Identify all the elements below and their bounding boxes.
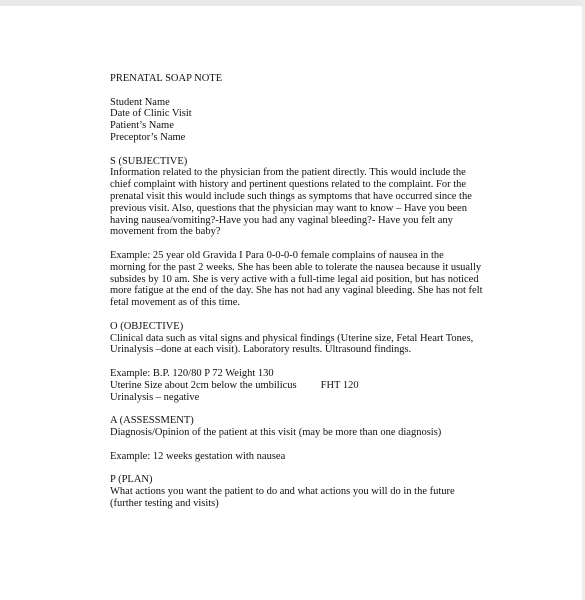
assessment-example: Example: 12 weeks gestation with nausea bbox=[110, 450, 286, 462]
section-heading-subjective: S (SUBJECTIVE) bbox=[110, 155, 188, 167]
document-title: PRENATAL SOAP NOTE bbox=[110, 73, 223, 84]
assessment-text: Diagnosis/Opinion of the patient at this visit (may be more than one diagnosis) bbox=[110, 426, 442, 438]
subjective-example: more fatigue at the end of the day. She has not had any vaginal bleeding. She has not felt bbox=[110, 285, 483, 297]
viewer-top-edge bbox=[0, 0, 585, 6]
document-page bbox=[110, 73, 550, 509]
plan-text: What actions you want the patient to do and what actions you will do in the future bbox=[110, 485, 455, 497]
subjective-text: chief complaint with history and pertinent questions related to the complaint. For the bbox=[110, 179, 467, 191]
subjective-example: Example: 25 year old Gravida I Para 0-0-0-0 female complains of nausea in the bbox=[110, 249, 444, 261]
subjective-text: prenatal visit this would include such things as symptoms that have occurred since the bbox=[110, 190, 472, 202]
subjective-example: morning for the past 2 weeks. She has been able to tolerate the nausea because it usually bbox=[110, 261, 482, 273]
fht-text: FHT 120 bbox=[320, 379, 359, 391]
objective-example: Urinalysis – negative bbox=[110, 391, 200, 403]
uterine-size-text: Uterine Size about 2cm below the umbilicus bbox=[110, 379, 297, 391]
subjective-text: having nausea/vomiting?-Have you had any vaginal bleeding?- Have you felt any bbox=[110, 214, 453, 226]
subjective-example: fetal movement as of this time. bbox=[110, 297, 241, 309]
header-field: Date of Clinic Visit bbox=[110, 108, 192, 120]
subjective-text: previous visit. Also, questions that the physician may want to know – Have you been bbox=[110, 202, 467, 214]
header-field: Student Name bbox=[110, 96, 170, 108]
objective-example-line bbox=[110, 380, 550, 392]
objective-text: Clinical data such as vital signs and physical findings (Uterine size, Fetal Heart Tones, bbox=[110, 332, 474, 344]
section-heading-objective: O (OBJECTIVE) bbox=[110, 320, 184, 332]
header-field: Patient’s Name bbox=[110, 120, 174, 132]
subjective-text: movement from the baby? bbox=[110, 226, 221, 238]
section-heading-assessment: A (ASSESSMENT) bbox=[110, 415, 194, 427]
subjective-text: Information related to the physician from the patient directly. This would include the bbox=[110, 167, 466, 179]
subjective-example: subsides by 10 am. She is very active with a full-time legal aid position, but has noticed bbox=[110, 273, 479, 285]
objective-text: Urinalysis –done at each visit). Laboratory results. Ultrasound findings. bbox=[110, 344, 412, 356]
header-field: Preceptor’s Name bbox=[110, 131, 186, 143]
section-heading-plan: P (PLAN) bbox=[110, 474, 153, 486]
objective-example: Example: B.P. 120/80 P 72 Weight 130 bbox=[110, 367, 274, 379]
plan-text: (further testing and visits) bbox=[110, 497, 219, 509]
